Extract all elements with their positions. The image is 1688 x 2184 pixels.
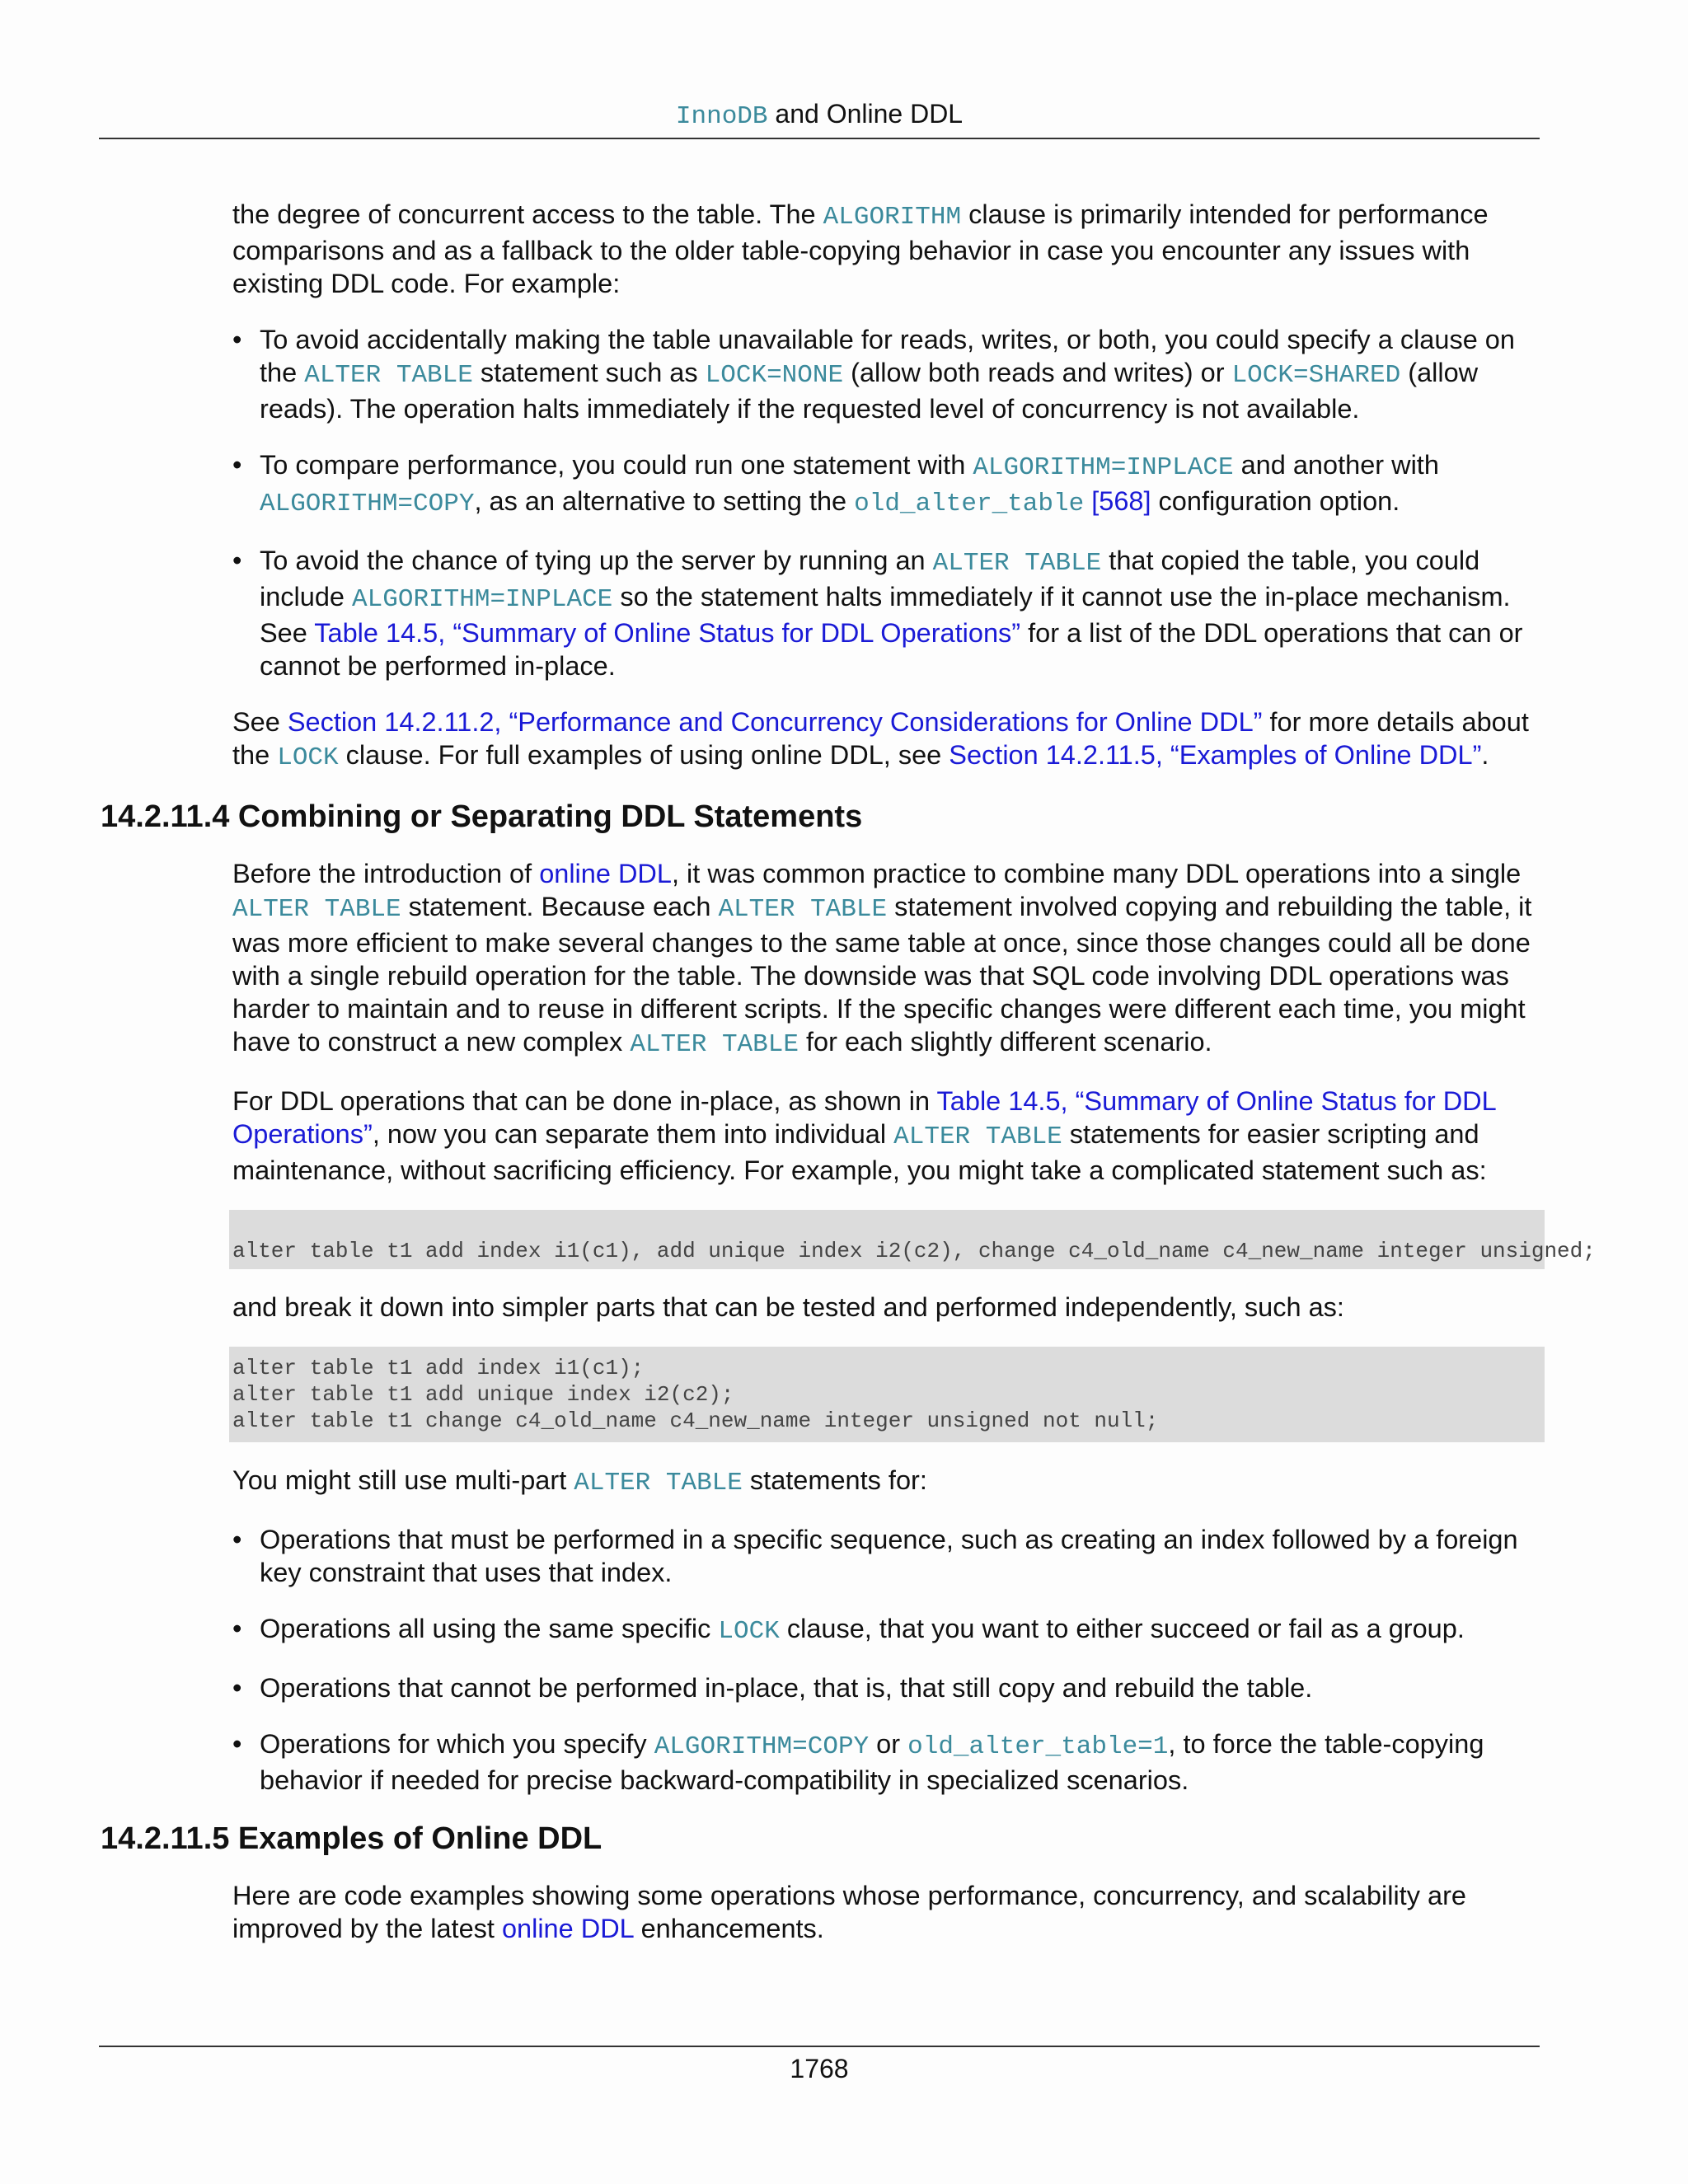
text: so the statement halts immediately if it cannot use the in-place mechanism. See [260,582,1511,648]
text: To compare performance, you could run one statement with [260,450,973,480]
text: (allow reads). The operation halts immediately if the requested level of concurrency is not available. [260,358,1479,424]
section-ref-link[interactable]: Section 14.2.11.5, “Examples of Online DDL” [949,740,1482,770]
text: that copied the table, you could include [260,546,1480,612]
inline-code: ALTER TABLE [630,1030,799,1059]
inline-code: ALTER TABLE [893,1122,1062,1151]
text: statements for easier scripting and maintenance, without sacrificing efficiency. For example, you might take a complicated statement such as: [232,1119,1487,1185]
paragraph [232,1879,1543,1945]
page-content [101,198,1596,1968]
text: Here are code examples showing some operations whose performance, concurrency, and scalability are improved by the latest [232,1881,1466,1943]
paragraph [232,1464,1543,1500]
text: (allow both reads and writes) or [843,358,1232,387]
inline-code: ALTER TABLE [304,361,473,390]
inline-code: ALGORITHM=COPY [654,1732,870,1761]
text: statement involved copying and rebuilding the table, it was more efficient to make several changes to the same table at once, since those changes could all be done with a single rebuild operation for the table. The downside was that SQL code involving DDL operations was harder to maintain and to reuse in different scripts. If the specific changes were different each time, you might have to construct a new complex [232,892,1532,1057]
inline-code: ALGORITHM=COPY [260,490,475,518]
text: , to force the table-copying behavior if needed for precise backward-compatibility in specialized scenarios. [260,1729,1484,1795]
inline-code: ALGORITHM=INPLACE [352,585,613,614]
text: for each slightly different scenario. [798,1027,1212,1057]
text: Operations for which you specify [260,1729,654,1759]
text: See [232,707,288,737]
paragraph: and break it down into simpler parts that can be tested and performed independently, such as: [232,1292,1344,1322]
text: enhancements. [633,1914,824,1943]
text: Before the introduction of [232,859,540,888]
inline-code: LOCK [718,1617,780,1646]
table-ref-link[interactable]: Table 14.5, “Summary of Online Status for DDL Operations” [314,618,1021,648]
text: clause. For full examples of using online DDL, see [338,740,950,770]
inline-code: old_alter_table [854,490,1085,518]
text: Operations all using the same specific [260,1614,719,1643]
inline-code: old_alter_table=1 [907,1732,1169,1761]
inline-code: LOCK=NONE [705,361,844,390]
inline-code: LOCK=SHARED [1231,361,1401,390]
page-number: 1768 [790,2054,849,2083]
use-cases-list [232,1523,1543,1797]
paragraph [232,1085,1543,1187]
text: Operations that cannot be performed in-place, that is, that still copy and rebuild the table. [260,1673,1313,1703]
inline-code: ALTER TABLE [232,895,401,924]
page-header [99,97,1540,134]
text: clause, that you want to either succeed or fail as a group. [779,1614,1465,1643]
footer-rule [99,2046,1540,2047]
text: , it was common practice to combine many DDL operations into a single [671,859,1522,888]
list-item [232,1523,1543,1589]
header-code: InnoDB [675,102,768,131]
text: statement. Because each [401,892,719,921]
intro-paragraph [232,198,1543,300]
inline-code: ALGORITHM [823,203,962,232]
options-list [232,323,1543,682]
inline-code: ALGORITHM=INPLACE [973,453,1234,482]
text [1084,486,1091,516]
text: , now you can separate them into individual [372,1119,894,1149]
list-item [232,1612,1543,1648]
paragraph [232,857,1543,1062]
text: or [869,1729,908,1759]
header-rule [99,138,1540,139]
code-text: alter table t1 add index i1(c1), add unique index i2(c2), change c4_old_name c4_new_name integer unsigned; [232,1239,1596,1263]
section-heading: 14.2.11.5 Examples of Online DDL [101,1821,603,1856]
text: statement such as [472,358,706,387]
list-item [232,448,1543,521]
text: statements for: [742,1465,927,1495]
glossary-link[interactable]: online DDL [501,1914,634,1943]
inline-code: LOCK [277,743,339,772]
list-item [232,323,1543,425]
code-text: alter table t1 add index i1(c1); alter table t1 add unique index i2(c2); alter table t1 change c4_old_name c4_new_name integer unsigned not null; [232,1356,1159,1433]
see-also-paragraph [232,705,1543,775]
text: , as an alternative to setting the [474,486,855,516]
text: You might still use multi-part [232,1465,574,1495]
text: the degree of concurrent access to the table. The [232,199,823,229]
list-item [232,1671,1543,1704]
list-item [232,1727,1543,1797]
glossary-link[interactable]: online DDL [539,859,672,888]
page-ref-link[interactable]: [568] [1091,486,1151,516]
section-ref-link[interactable]: Section 14.2.11.2, “Performance and Concurrency Considerations for Online DDL” [287,707,1263,737]
text: clause is primarily intended for performance comparisons and as a fallback to the older table-copying behavior in case you encounter any issues with existing DDL code. For example: [232,199,1489,298]
code-block [229,1347,1688,1442]
inline-code: ALTER TABLE [718,895,888,924]
inline-code: ALTER TABLE [574,1469,743,1497]
list-item [232,544,1543,682]
text: For DDL operations that can be done in-place, as shown in [232,1086,937,1116]
header-text: and Online DDL [767,99,964,129]
code-block [229,1210,1688,1269]
text: . [1481,740,1489,770]
text: for more details about the [232,707,1529,770]
section-heading: 14.2.11.4 Combining or Separating DDL Statements [101,799,863,834]
text: configuration option. [1151,486,1400,516]
text: Operations that must be performed in a specific sequence, such as creating an index followed by a foreign key constraint that uses that index. [260,1525,1518,1587]
text: To avoid the chance of tying up the server by running an [260,546,933,575]
text: To avoid accidentally making the table unavailable for reads, writes, or both, you could specify a clause on the [260,325,1515,387]
table-ref-link[interactable]: Table 14.5, “Summary of Online Status for DDL Operations” [232,1086,1496,1149]
text: for a list of the DDL operations that can or cannot be performed in-place. [260,618,1523,681]
text: and another with [1233,450,1439,480]
inline-code: ALTER TABLE [932,549,1102,578]
